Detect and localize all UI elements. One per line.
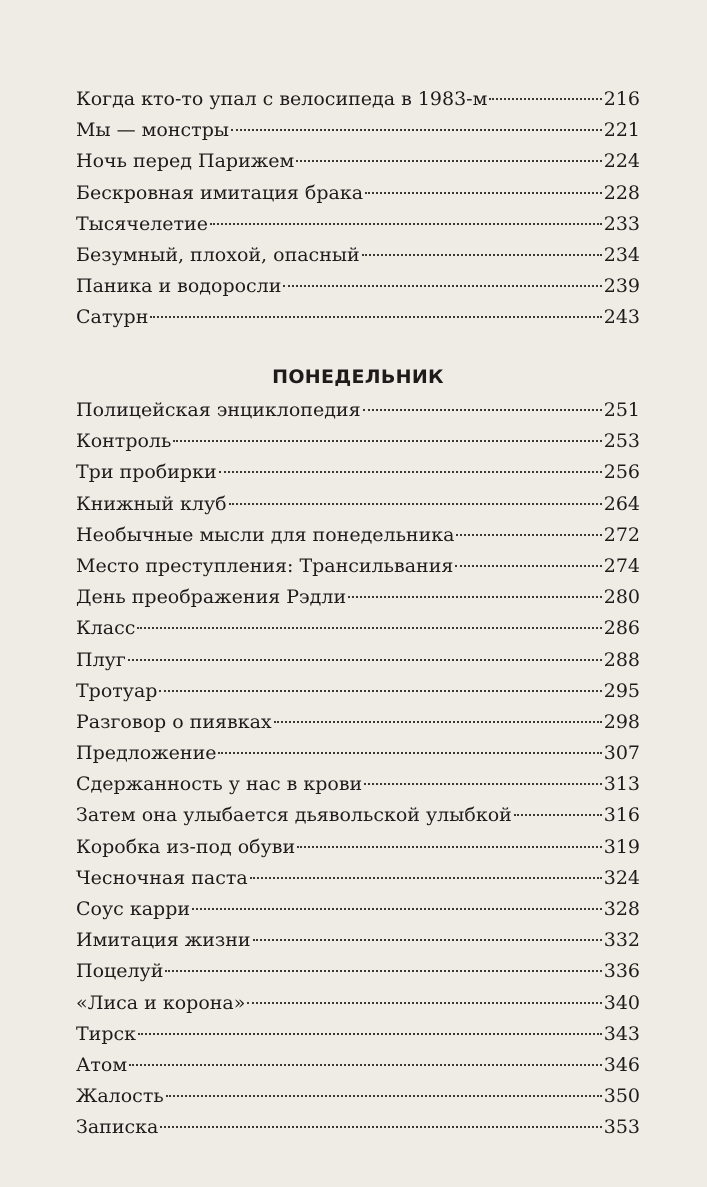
dot-leader xyxy=(173,440,601,442)
toc-entry-title: Сатурн xyxy=(76,306,149,329)
toc-entry-page-number: 316 xyxy=(603,804,640,827)
toc-entry-page-number: 224 xyxy=(603,150,640,173)
toc-entry xyxy=(76,1081,640,1112)
toc-entry xyxy=(76,769,640,800)
toc-entry xyxy=(76,613,640,644)
dot-leader xyxy=(229,503,602,505)
dot-leader xyxy=(365,192,602,194)
toc-entry xyxy=(76,178,640,209)
toc-entry-title: Записка xyxy=(76,1116,159,1139)
toc-entry-page-number: 319 xyxy=(603,835,640,858)
toc-entry-page-number: 274 xyxy=(603,554,640,577)
dot-leader xyxy=(283,285,601,287)
toc-entry-title: Чесночная паста xyxy=(76,866,248,889)
toc-entry xyxy=(76,738,640,769)
dot-leader xyxy=(297,846,602,848)
toc-entry-page-number: 295 xyxy=(603,679,640,702)
dot-leader xyxy=(159,690,601,692)
dot-leader xyxy=(160,1126,601,1128)
toc-entry-page-number: 324 xyxy=(603,866,640,889)
toc-entry-title: Класс xyxy=(76,617,136,640)
toc-entry-title: День преображения Рэдли xyxy=(76,586,347,609)
toc-entry-page-number: 286 xyxy=(603,617,640,640)
dot-leader xyxy=(364,783,602,785)
dot-leader xyxy=(348,596,602,598)
toc-entry xyxy=(76,489,640,520)
toc-entry xyxy=(76,146,640,177)
dot-leader xyxy=(137,627,601,629)
toc-entry xyxy=(76,395,640,426)
toc-entry-page-number: 353 xyxy=(603,1116,640,1139)
toc-entry xyxy=(76,1112,640,1143)
toc-entry-page-number: 221 xyxy=(603,119,640,142)
toc-entry-page-number: 343 xyxy=(603,1022,640,1045)
toc-entry-page-number: 307 xyxy=(603,742,640,765)
toc-section-2 xyxy=(76,395,640,1144)
toc-entry-title: Разговор о пиявках xyxy=(76,710,272,733)
toc-entry xyxy=(76,988,640,1019)
toc-entry xyxy=(76,894,640,925)
toc-entry-page-number: 350 xyxy=(603,1085,640,1108)
toc-entry xyxy=(76,676,640,707)
toc-entry-page-number: 234 xyxy=(603,243,640,266)
dot-leader xyxy=(489,98,601,100)
toc-entry xyxy=(76,520,640,551)
toc-entry xyxy=(76,209,640,240)
toc-entry-title: Жалость xyxy=(76,1085,164,1108)
dot-leader xyxy=(165,970,601,972)
toc-entry-page-number: 264 xyxy=(603,492,640,515)
toc-entry-title: Полицейская энциклопедия xyxy=(76,399,361,421)
toc-entry-page-number: 328 xyxy=(603,898,640,920)
toc-entry xyxy=(76,645,640,676)
toc-entry-title: Три пробирки xyxy=(76,461,217,484)
dot-leader xyxy=(231,129,602,131)
toc-entry xyxy=(76,457,640,488)
toc-entry xyxy=(76,800,640,831)
toc-entry xyxy=(76,302,640,333)
dot-leader xyxy=(138,1033,602,1035)
section-heading: ПОНЕДЕЛЬНИК xyxy=(272,366,444,388)
dot-leader xyxy=(514,814,602,816)
toc-entry-page-number: 313 xyxy=(603,773,640,796)
toc-entry xyxy=(76,863,640,894)
dot-leader xyxy=(210,223,602,225)
toc-entry-title: Предложение xyxy=(76,742,217,765)
dot-leader xyxy=(192,908,602,910)
toc-entry xyxy=(76,1050,640,1081)
toc-entry xyxy=(76,551,640,582)
dot-leader xyxy=(218,752,601,754)
toc-entry-title: Тысячелетие xyxy=(76,212,208,235)
toc-entry xyxy=(76,832,640,863)
dot-leader xyxy=(274,721,602,723)
toc-entry-page-number: 332 xyxy=(603,929,640,952)
toc-entry-page-number: 346 xyxy=(603,1053,640,1076)
toc-entry xyxy=(76,240,640,271)
dot-leader xyxy=(219,471,602,473)
toc-entry-title: Место преступления: Трансильвания xyxy=(76,554,454,577)
toc-entry-page-number: 239 xyxy=(603,275,640,298)
dot-leader xyxy=(362,254,602,256)
dot-leader xyxy=(247,1002,601,1004)
toc-entry xyxy=(76,1019,640,1050)
dot-leader xyxy=(363,409,602,411)
toc-entry-title: Бескровная имитация брака xyxy=(76,181,364,204)
toc-entry-title: Необычные мысли для понедельника xyxy=(76,523,455,546)
toc-entry xyxy=(76,115,640,146)
toc-entry-title: Соус карри xyxy=(76,898,191,920)
toc-entry xyxy=(76,426,640,457)
toc-entry-page-number: 280 xyxy=(603,586,640,609)
toc-entry-title: Безумный, плохой, опасный xyxy=(76,243,360,266)
dot-leader xyxy=(250,877,602,879)
toc-entry-page-number: 288 xyxy=(603,648,640,671)
toc-entry-page-number: 243 xyxy=(603,306,640,329)
toc-entry-page-number: 272 xyxy=(603,523,640,546)
toc-entry-title: Тирск xyxy=(76,1022,137,1045)
toc-entry-page-number: 336 xyxy=(603,960,640,983)
toc-entry-title: Мы — монстры xyxy=(76,119,229,142)
dot-leader xyxy=(128,659,602,661)
toc-entry xyxy=(76,707,640,738)
toc-entry-title: Книжный клуб xyxy=(76,492,227,515)
toc-entry-title: Атом xyxy=(76,1053,128,1076)
toc-entry-title: Имитация жизни xyxy=(76,929,251,952)
toc-section-1 xyxy=(76,84,640,334)
toc-entry-page-number: 233 xyxy=(603,212,640,235)
toc-entry-page-number: 228 xyxy=(603,181,640,204)
dot-leader xyxy=(150,316,601,318)
toc-entry xyxy=(76,84,640,115)
dot-leader xyxy=(296,160,602,162)
toc-entry-title: Тротуар xyxy=(76,679,158,702)
toc-entry xyxy=(76,925,640,956)
toc-entry-page-number: 298 xyxy=(603,710,640,733)
toc-entry-title: Плуг xyxy=(76,648,126,671)
toc-entry-page-number: 256 xyxy=(603,461,640,484)
toc-entry xyxy=(76,271,640,302)
toc-entry xyxy=(76,582,640,613)
dot-leader xyxy=(166,1095,602,1097)
toc-entry-title: Сдержанность у нас в крови xyxy=(76,773,363,796)
toc-entry-page-number: 251 xyxy=(603,399,640,421)
toc-entry-page-number: 340 xyxy=(603,991,640,1014)
dot-leader xyxy=(129,1064,602,1066)
dot-leader xyxy=(253,939,602,941)
dot-leader xyxy=(455,565,601,567)
toc-entry-title: «Лиса и корона» xyxy=(76,991,246,1014)
toc-entry-title: Ночь перед Парижем xyxy=(76,150,295,173)
toc-entry-title: Затем она улыбается дьявольской улыбкой xyxy=(76,804,512,827)
toc-entry-title: Поцелуй xyxy=(76,960,164,983)
toc-entry-title: Контроль xyxy=(76,430,172,453)
toc-entry-title: Паника и водоросли xyxy=(76,275,282,298)
toc-entry xyxy=(76,956,640,987)
toc-entry-title: Коробка из-под обуви xyxy=(76,835,296,858)
toc-entry-page-number: 216 xyxy=(603,88,640,110)
dot-leader xyxy=(456,534,601,536)
toc-entry-page-number: 253 xyxy=(603,430,640,453)
toc-entry-title: Когда кто-то упал с велосипеда в 1983-м xyxy=(76,88,488,110)
